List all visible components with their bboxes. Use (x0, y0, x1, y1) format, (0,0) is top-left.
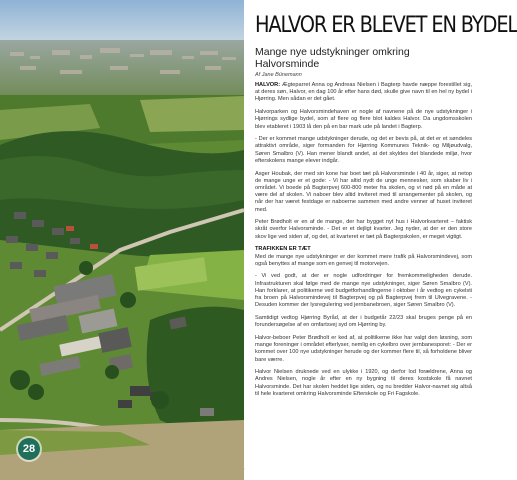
article-headline: HALVOR ER BLEVET EN BYDEL (255, 13, 517, 38)
section-heading: TRAFIKKEN ER TÆT (255, 246, 311, 253)
article (255, 13, 517, 404)
article-subhead: Mange nye udstykninger omkring Halvorsminde (255, 46, 410, 70)
body-paragraph: - Der er kommet mange udstykninger derude, og det er bevis på, at det er et søndeles attraktivt område, siger formanden for Hjørring Kommunes Teknik- og Miljøudvalg, Søren Smalbro (V). Han mener blandt andet, at det skyldes det blandede miljø, hvor efterskolens mange elever indgår. (255, 136, 472, 164)
section-paragraph: Med de mange nye udstykninger er der kommet mere trafik på Halvorsmindevej, som også benyttes af mange som en genvej til motorvejen. (255, 253, 472, 267)
article-byline: Af Jane Bünemann (255, 72, 302, 78)
aerial-photo-drawing (0, 0, 244, 480)
page-number-badge: 28 (18, 438, 40, 460)
lead-text: Ægteparret Anna og Andreas Nielsen i Bagterp havde næppe forestillet sig, at deres søn, Halvor, en dag 100 år efter hans død, skulle give navn til en hel ny bydel i Hjørring. Men sådan er det gået. (255, 82, 472, 103)
aerial-photo (0, 0, 244, 480)
section-paragraph: Halvor-beboer Peter Brødholt er ked af, at politikerne ikke har valgt den løsning, som mange foreninger i området efterlyser, nemlig en cykelbro over jernbanesporet: - Der er kommet over 100 nye udstykninger herude og der kommer flere til, så forholdene bliver bare værre. (255, 334, 472, 363)
body-paragraph: Asger Houbak, der med sin kone har boet tæt på Halvorsminde i 40 år, siger, at netop de mange unge er et gode: - Vi har altid nydt de unge mennesker, som skaber liv i området. Vi boede på Bagterpvej 600-800 meter fra skolen, og vi nød på en måde at være del af skolen. Vi naboer blev altid inviteret med til arrangementer på skolen, og når der har været festdage er naboerne sammen med andre venner af huset inviteret med. (255, 170, 472, 213)
lead-tag: HALVOR: (255, 82, 281, 88)
section-paragraph: - Vi ved godt, at der er nogle udfordringer for fremkommeligheden derude. Infrastrukturen skal følge med de mange nye udstykninger, siger Søren Smalbro (V). Han forklarer, at politikerne ved budgetforhandlingerne i oktober i år vedtog en cykelsti fra broen på Halvorsmindevej til Bagterpvej og på Bagterpvej frem til Ulvegravene. - Desuden kommer der lysregulering ved jernbanebroen, siger Søren Smalbro (V). (255, 273, 472, 309)
section-paragraph: Samtidigt vedtog Hjørring Byråd, at der i budgetår 22/23 skal bruges penge på en forundersøgelse af en omfartsvej syd om Hjørring by. (255, 314, 472, 329)
body-paragraph: Peter Brødholt er en af de mange, der har bygget nyt hus i Halvorkvarteret – faktisk skråt overfor Halvorsminde. - Det er et dejligt kvarter. Jeg nyder, at der er den store skov lige ved siden af, og det, at kvarteret er tæt på Bagterpskolen, er meget vigtigt. (255, 219, 472, 240)
section-paragraph: Halvor Nielsen druknede ved en ulykke i 1920, og derfor lod forældrene, Anna og Andres Nielsen, nogle år efter en ny bygning til deres kostskole få navnet Halvorsminde. Det har skolen heddet lige siden, og nu bredder Halvor-navnet sig altså til hele kvarteret omkring Halvorsminde Efterskole og Fri Fagskole. (255, 369, 472, 397)
body-paragraph: Halvorparken og Halvorsmindehaven er nogle af navnene på de nye udstykninger i Hjørrings sydlige bydel, som af flere og flere blot kaldes Halvor. Da ungdomsskolen blev etableret i 1903 lå den på en bar mark ude på landet i Bagterp. (255, 109, 472, 130)
lead-paragraph (255, 82, 472, 104)
